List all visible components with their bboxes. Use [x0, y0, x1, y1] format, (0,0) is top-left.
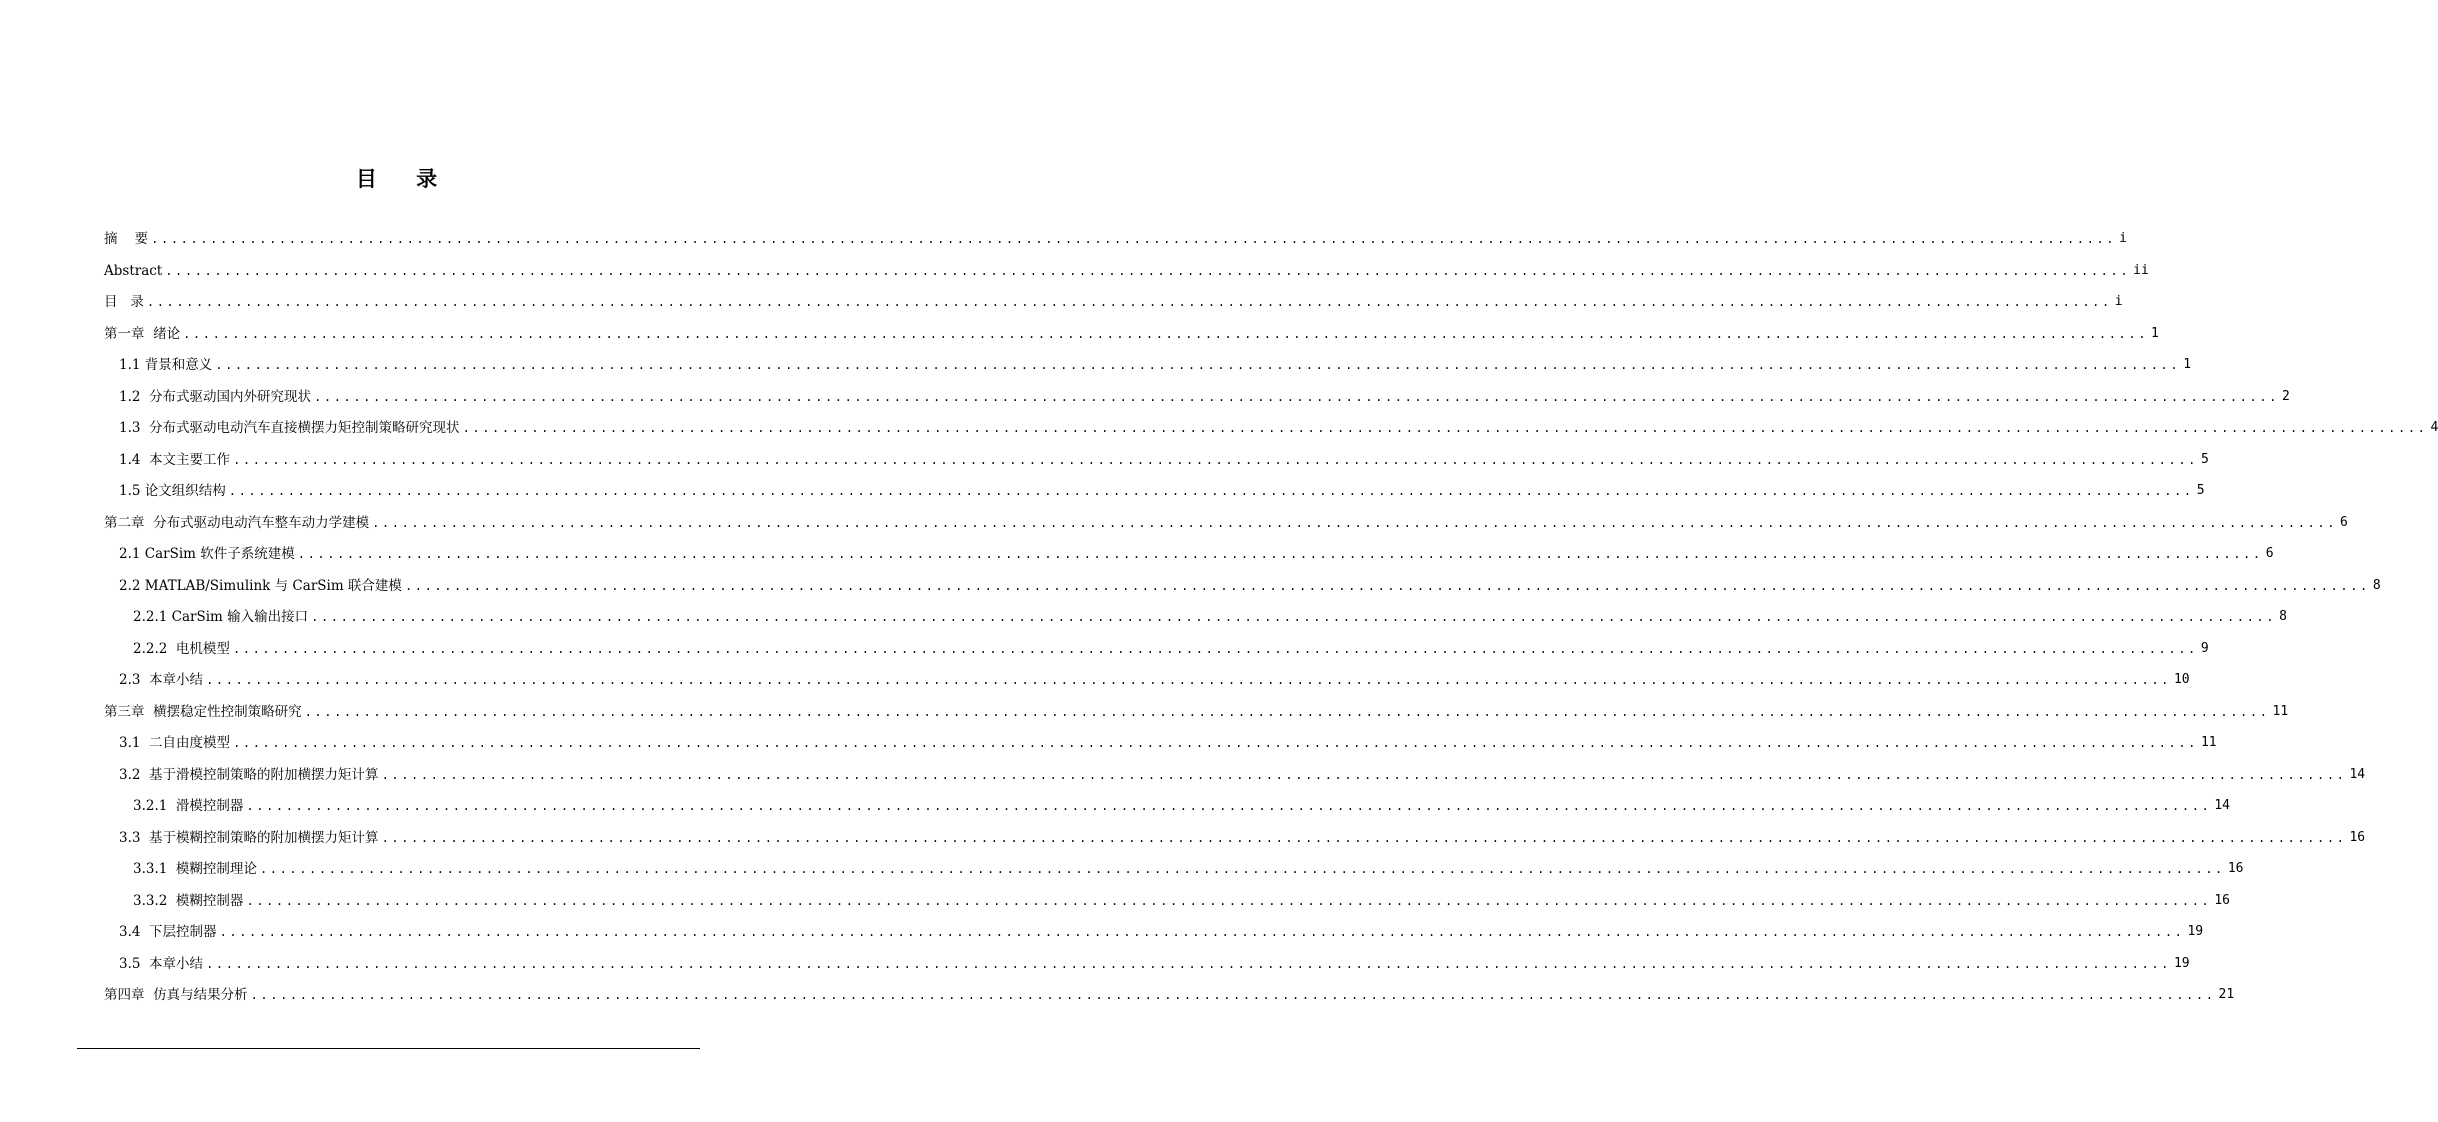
toc-entry-page-number: 10 [2173, 672, 2190, 687]
toc-entry-label: 3.3.2 模糊控制器 [133, 892, 244, 909]
toc-entry-label: 2.3 本章小结 [119, 672, 204, 688]
toc-leader-dots: ........................................................................................................................................................................................................ [259, 862, 2225, 876]
toc-entry-label: 1.4 本文主要工作 [119, 451, 231, 468]
toc-entry-page-number: 16 [2214, 892, 2231, 908]
toc-leader-dots: ........................................................................................................................................................................................................ [311, 610, 2277, 624]
toc-entry-label: 3.3.1 模糊控制理论 [133, 861, 257, 877]
toc-entry-label: 1.3 分布式驱动电动汽车直接横摆力矩控制策略研究现状 [119, 420, 460, 436]
toc-leader-dots: ........................................................................................................................................................................................................ [381, 830, 2347, 845]
toc-entry-page-number: 2 [2281, 388, 2290, 404]
toc-entry[interactable] [0, 500, 2348, 532]
toc-leader-dots: ........................................................................................................................................................................................................ [233, 452, 2198, 467]
toc-entry[interactable] [0, 563, 2381, 595]
toc-entry-page-number: 4 [2430, 420, 2438, 435]
toc-leader-dots: ........................................................................................................................................................................................................ [250, 988, 2216, 1002]
toc-leader-dots: ........................................................................................................................................................................................................ [462, 421, 2428, 435]
toc-entry-page-number: 14 [2214, 798, 2231, 813]
toc-leader-dots: ........................................................................................................................................................................................................ [151, 232, 2117, 246]
toc-leader-dots: ........................................................................................................................................................................................................ [232, 641, 2198, 656]
toc-entry-page-number: i [2114, 294, 2123, 309]
toc-entry[interactable] [0, 374, 2290, 406]
toc-leader-dots: ........................................................................................................................................................................................................ [165, 263, 2131, 278]
toc-entry-page-number: 9 [2200, 640, 2209, 656]
toc-leader-dots: ........................................................................................................................................................................................................ [246, 893, 2212, 908]
toc-leader-dots: ........................................................................................................................................................................................................ [372, 515, 2338, 530]
toc-entry[interactable] [0, 594, 2287, 626]
toc-entry[interactable] [0, 279, 2123, 311]
toc-leader-dots: ........................................................................................................................................................................................................ [228, 484, 2194, 498]
toc-entry-label: 3.1 二自由度模型 [119, 735, 231, 751]
toc-entry-label: 3.4 下层控制器 [119, 924, 217, 940]
toc-entry-page-number: 16 [2349, 829, 2366, 845]
toc-entry[interactable] [0, 311, 2159, 343]
toc-entry-page-number: 6 [2340, 514, 2348, 530]
toc-leader-dots: ........................................................................................................................................................................................................ [304, 704, 2270, 719]
toc-entry-label: 第一章 绪论 [104, 325, 181, 342]
toc-entry[interactable] [0, 941, 2190, 973]
toc-entry[interactable] [0, 216, 2127, 248]
toc-entry[interactable] [0, 437, 2209, 469]
toc-entry-page-number: 11 [2272, 703, 2289, 719]
toc-leader-dots: ........................................................................................................................................................................................................ [404, 578, 2370, 593]
toc-entry-label: 3.3 基于模糊控制策略的附加横摆力矩计算 [119, 829, 379, 846]
toc-leader-dots: ........................................................................................................................................................................................................ [233, 736, 2198, 750]
toc-entry[interactable] [0, 815, 2366, 847]
toc-entry-label: 3.2 基于滑模控制策略的附加横摆力矩计算 [119, 766, 379, 783]
toc-entry[interactable] [0, 909, 2204, 941]
toc-entry[interactable] [0, 468, 2205, 500]
toc-entry[interactable] [0, 626, 2209, 658]
toc-entry-label: 3.5 本章小结 [119, 955, 204, 972]
toc-entry[interactable] [0, 531, 2274, 563]
toc-entry-page-number: 19 [2173, 955, 2190, 971]
toc-entry[interactable] [0, 689, 2289, 721]
toc-entry-page-number: 8 [2372, 577, 2381, 593]
toc-entry-label: 2.2 MATLAB/Simulink 与 CarSim 联合建模 [119, 577, 402, 594]
toc-leader-dots: ........................................................................................................................................................................................................ [219, 925, 2185, 939]
toc-entry-label: 1.2 分布式驱动国内外研究现状 [119, 388, 312, 405]
toc-entry-label: 摘 要 [104, 231, 149, 247]
toc-leader-dots: ........................................................................................................................................................................................................ [297, 547, 2263, 561]
toc-entry-label: 2.1 CarSim 软件子系统建模 [119, 546, 295, 562]
toc-entry-label: 3.2.1 滑模控制器 [133, 798, 244, 814]
toc-leader-dots: ........................................................................................................................................................................................................ [314, 389, 2279, 404]
toc-entry[interactable] [0, 846, 2244, 878]
toc-entry-page-number: 8 [2279, 609, 2287, 624]
page-title: 目 录 [355, 167, 454, 191]
toc-entry[interactable] [0, 878, 2231, 910]
toc-entry[interactable] [0, 720, 2217, 752]
toc-entry[interactable] [0, 783, 2231, 815]
toc-entry-page-number: 6 [2265, 546, 2274, 561]
toc-entry[interactable] [0, 405, 2438, 437]
toc-entry-page-number: 21 [2218, 987, 2235, 1002]
toc-entry[interactable] [0, 657, 2190, 689]
toc-entry-label: 1.1 背景和意义 [119, 357, 213, 373]
toc-entry-label: Abstract [104, 262, 163, 279]
toc-entry-label: 目 录 [104, 294, 144, 310]
toc-entry-page-number: 1 [2151, 325, 2159, 341]
toc-leader-dots: ........................................................................................................................................................................................................ [381, 767, 2347, 782]
toc-entry-label: 2.2.1 CarSim 输入输出接口 [133, 609, 309, 625]
toc-entry-page-number: ii [2133, 262, 2149, 278]
footer-divider [77, 1048, 700, 1049]
toc-entry[interactable] [0, 752, 2366, 784]
toc-entry-page-number: 19 [2187, 924, 2204, 939]
toc-entry-label: 第二章 分布式驱动电动汽车整车动力学建模 [104, 514, 370, 531]
toc-entry-label: 1.5 论文组织结构 [119, 483, 226, 499]
toc-entry[interactable] [0, 248, 2149, 280]
toc-entry[interactable] [0, 972, 2235, 1004]
toc-leader-dots: ........................................................................................................................................................................................................ [215, 358, 2181, 372]
toc-leader-dots: ........................................................................................................................................................................................................ [246, 799, 2212, 813]
toc-leader-dots: ........................................................................................................................................................................................................ [206, 956, 2171, 971]
toc-entry-label: 2.2.2 电机模型 [133, 640, 230, 657]
toc-entry-page-number: 14 [2349, 766, 2366, 782]
toc-entry-page-number: 16 [2227, 861, 2244, 876]
toc-leader-dots: ........................................................................................................................................................................................................ [146, 295, 2112, 309]
toc-leader-dots: ........................................................................................................................................................................................................ [206, 673, 2171, 687]
toc-entry[interactable] [0, 342, 2192, 374]
toc-entry-page-number: i [2119, 231, 2127, 246]
toc-entry-page-number: 5 [2200, 451, 2209, 467]
toc-entry-label: 第四章 仿真与结果分析 [104, 987, 248, 1003]
toc-entry-label: 第三章 横摆稳定性控制策略研究 [104, 703, 302, 720]
toc-entry-page-number: 5 [2196, 483, 2205, 498]
toc-entry-page-number: 11 [2200, 735, 2217, 750]
toc-leader-dots: ........................................................................................................................................................................................................ [183, 326, 2149, 341]
toc-entry-page-number: 1 [2183, 357, 2192, 372]
